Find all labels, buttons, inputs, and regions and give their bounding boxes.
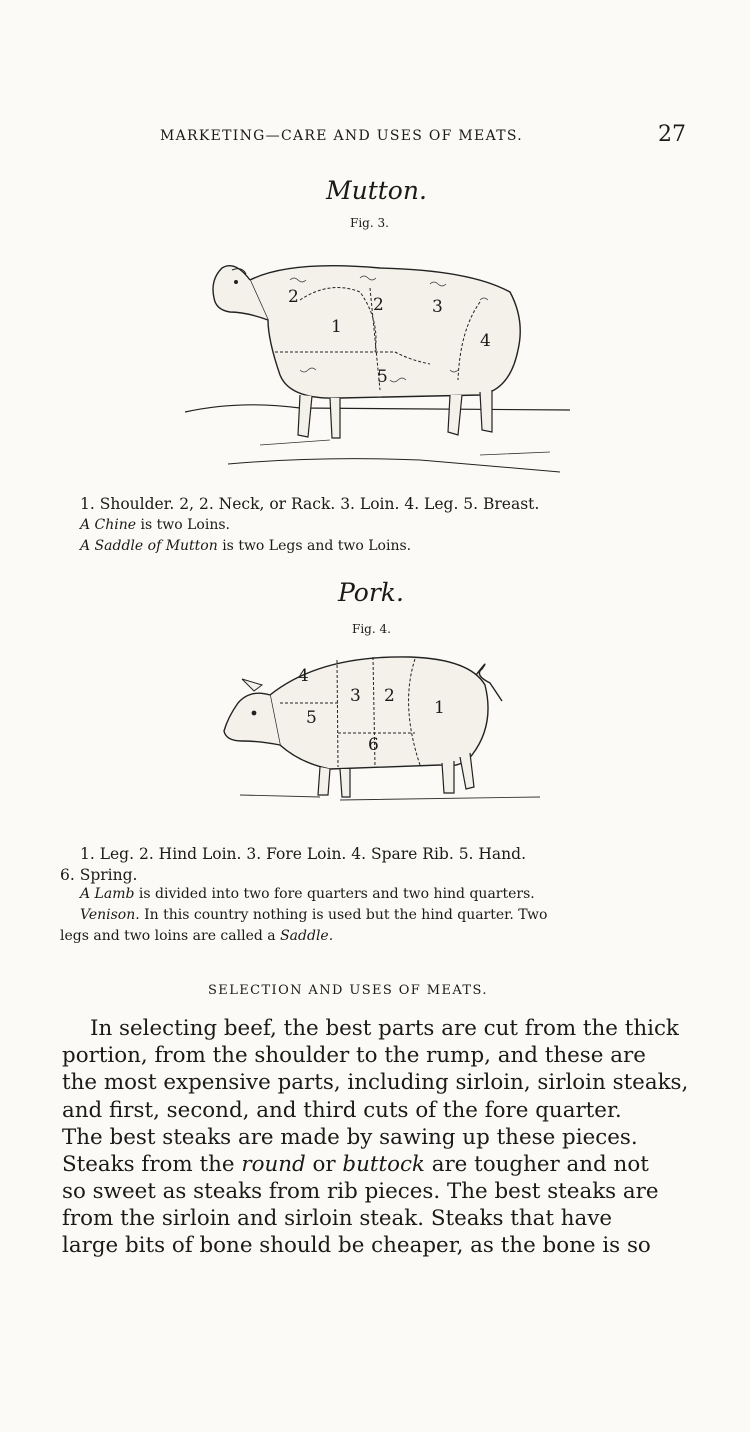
body-line-4: and first, second, and third cuts of the fore quarter. — [62, 1098, 622, 1123]
body-line-2: portion, from the shoulder to the rump, and these are — [62, 1043, 646, 1068]
mutton-cut-5: 5 — [377, 367, 388, 387]
pork-venison-note-line2: legs and two loins are called a Saddle. — [60, 928, 334, 944]
running-header: MARKETING—CARE AND USES OF MEATS. — [160, 128, 524, 144]
pork-cut-4: 4 — [298, 666, 309, 686]
pork-cut-6: 6 — [368, 735, 379, 755]
pork-title: Pork. — [338, 578, 404, 607]
mutton-cut-2b: 2 — [373, 295, 384, 315]
pork-fig-label: Fig. 4. — [352, 622, 391, 636]
mutton-cut-2a: 2 — [288, 287, 299, 307]
mutton-legend-line1: 1. Shoulder. 2, 2. Neck, or Rack. 3. Loin. 4. Leg. 5. Breast. — [80, 495, 540, 513]
body-line-7: so sweet as steaks from rib pieces. The best steaks are — [62, 1179, 659, 1204]
mutton-cut-3: 3 — [432, 297, 443, 317]
selection-heading: SELECTION AND USES OF MEATS. — [208, 983, 488, 998]
mutton-cut-4: 4 — [480, 331, 491, 351]
pork-legend-line1: 1. Leg. 2. Hind Loin. 3. Fore Loin. 4. Spare Rib. 5. Hand. — [80, 845, 526, 863]
pig-illustration — [210, 645, 545, 830]
page-number: 27 — [658, 122, 686, 147]
pork-legend-line2: 6. Spring. — [60, 866, 138, 884]
mutton-fig-label: Fig. 3. — [350, 216, 389, 230]
pork-cut-3: 3 — [350, 686, 361, 706]
pork-lamb-note: A Lamb is divided into two fore quarters and two hind quarters. — [80, 886, 535, 902]
pork-venison-note: Venison. In this country nothing is used but the hind quarter. Two — [80, 907, 548, 923]
mutton-saddle-note: A Saddle of Mutton is two Legs and two Loins. — [80, 538, 412, 554]
mutton-chine-note: A Chine is two Loins. — [80, 517, 230, 533]
sheep-illustration — [180, 240, 575, 480]
mutton-title: Mutton. — [326, 176, 427, 205]
pork-cut-1: 1 — [434, 698, 445, 718]
mutton-cut-1: 1 — [331, 317, 342, 337]
body-line-8: from the sirloin and sirloin steak. Steaks that have — [62, 1206, 613, 1231]
body-line-6: Steaks from the round or buttock are tougher and not — [62, 1152, 649, 1177]
body-line-1: In selecting beef, the best parts are cut from the thick — [90, 1016, 679, 1041]
body-line-5: The best steaks are made by sawing up these pieces. — [62, 1125, 638, 1150]
body-line-3: the most expensive parts, including sirloin, sirloin steaks, — [62, 1070, 689, 1095]
pork-cut-5: 5 — [306, 708, 317, 728]
pork-cut-2: 2 — [384, 686, 395, 706]
body-line-9: large bits of bone should be cheaper, as the bone is so — [62, 1233, 651, 1258]
